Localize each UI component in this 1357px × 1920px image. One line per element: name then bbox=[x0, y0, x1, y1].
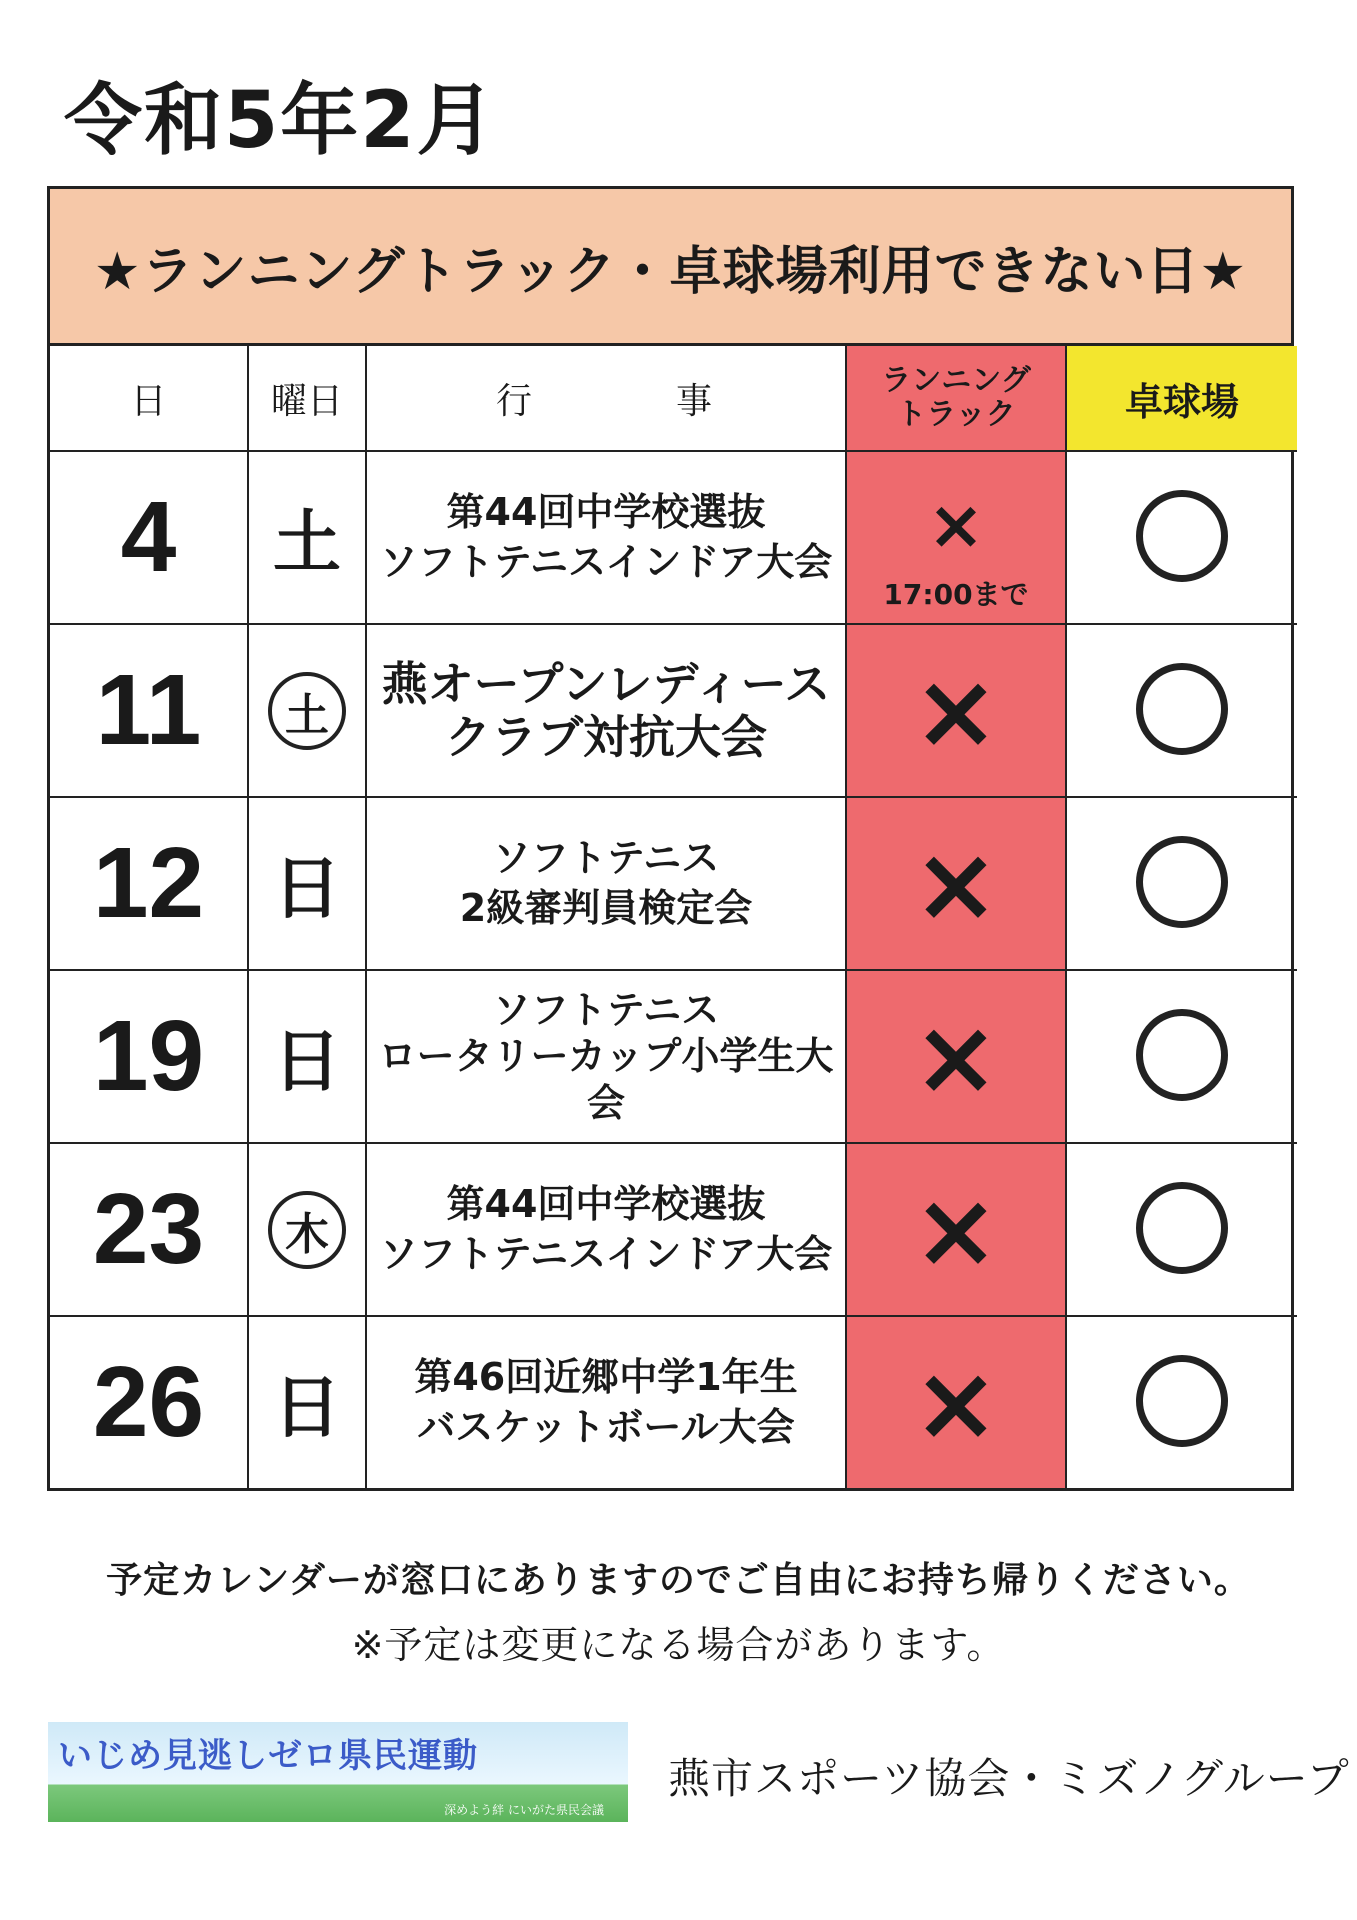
holiday-weekday: 木 bbox=[268, 1191, 346, 1269]
row-table-tennis-status bbox=[1066, 1143, 1297, 1316]
event-line: ソフトテニスインドア大会 bbox=[379, 1231, 833, 1276]
holiday-weekday: 土 bbox=[268, 672, 346, 750]
available-circle-icon bbox=[1136, 836, 1228, 928]
unavailable-mark: × bbox=[912, 649, 1000, 772]
event-line: 2級審判員検定会 bbox=[459, 885, 753, 930]
unavailable-mark: × bbox=[912, 822, 1000, 945]
track-note: 17:00まで bbox=[883, 578, 1029, 611]
row-event bbox=[366, 624, 846, 797]
row-track-status bbox=[846, 1143, 1066, 1316]
header-event-b: 事 bbox=[676, 380, 717, 422]
unavailable-mark: × bbox=[912, 995, 1000, 1118]
row-track-status bbox=[846, 970, 1066, 1143]
row-weekday: 土 bbox=[248, 451, 366, 624]
table-row bbox=[50, 451, 1297, 624]
change-notice: ※予定は変更になる場合があります。 bbox=[351, 1623, 1006, 1667]
table-row bbox=[50, 1316, 1297, 1488]
event-line: 会 bbox=[586, 1080, 625, 1125]
event-line: クラブ対抗大会 bbox=[445, 709, 767, 764]
row-day: 26 bbox=[50, 1316, 248, 1488]
event-line: 第46回近郷中学1年生 bbox=[414, 1355, 798, 1400]
table-row bbox=[50, 970, 1297, 1143]
header-track-line2: トラック bbox=[896, 397, 1016, 432]
header-running-track bbox=[846, 346, 1066, 451]
event-line: バスケットボール大会 bbox=[417, 1404, 795, 1449]
row-table-tennis-status bbox=[1066, 797, 1297, 970]
logo-subtext: 深めよう絆 にいがた県民会議 bbox=[444, 1803, 604, 1817]
row-event bbox=[366, 970, 846, 1143]
row-event bbox=[366, 1143, 846, 1316]
row-day: 12 bbox=[50, 797, 248, 970]
table-header-row bbox=[50, 346, 1297, 451]
row-weekday: 日 bbox=[248, 797, 366, 970]
row-table-tennis-status bbox=[1066, 970, 1297, 1143]
row-day: 4 bbox=[50, 451, 248, 624]
table-row bbox=[50, 1143, 1297, 1316]
row-event bbox=[366, 1316, 846, 1488]
header-weekday: 曜日 bbox=[248, 346, 366, 451]
event-line: ロータリーカップ小学生大 bbox=[378, 1034, 834, 1079]
table-row bbox=[50, 797, 1297, 970]
row-day: 19 bbox=[50, 970, 248, 1143]
available-circle-icon bbox=[1136, 490, 1228, 582]
logo-text: いじめ見逃しゼロ県民運動 bbox=[58, 1736, 478, 1776]
page-title: 令和5年2月 bbox=[64, 76, 497, 166]
row-day: 11 bbox=[50, 624, 248, 797]
row-weekday: 日 bbox=[248, 1316, 366, 1488]
row-weekday bbox=[248, 624, 366, 797]
row-track-status bbox=[846, 624, 1066, 797]
row-event bbox=[366, 797, 846, 970]
event-line: 燕オープンレディース bbox=[381, 656, 831, 711]
available-circle-icon bbox=[1136, 663, 1228, 755]
event-line: ソフトテニス bbox=[492, 836, 720, 881]
row-track-status bbox=[846, 797, 1066, 970]
closure-table bbox=[50, 346, 1297, 1488]
row-weekday bbox=[248, 1143, 366, 1316]
event-line: ソフトテニスインドア大会 bbox=[379, 539, 833, 584]
header-track-line1: ランニング bbox=[881, 362, 1031, 398]
organization-name: 燕市スポーツ協会・ミズノグループ bbox=[668, 1754, 1350, 1803]
available-circle-icon bbox=[1136, 1355, 1228, 1447]
row-track-status bbox=[846, 1316, 1066, 1488]
campaign-logo bbox=[48, 1722, 628, 1822]
available-circle-icon bbox=[1136, 1182, 1228, 1274]
row-track-status bbox=[846, 451, 1066, 624]
table-row bbox=[50, 624, 1297, 797]
event-line: 第44回中学校選抜 bbox=[446, 490, 766, 535]
unavailable-mark: × bbox=[912, 1168, 1000, 1291]
row-day: 23 bbox=[50, 1143, 248, 1316]
event-line: ソフトテニス bbox=[492, 987, 720, 1032]
banner-title: ★ランニングトラック・卓球場利用できない日★ bbox=[50, 189, 1291, 346]
header-event-a: 行 bbox=[495, 380, 536, 422]
unavailable-mark: × bbox=[912, 1341, 1000, 1464]
unavailable-mark: × bbox=[927, 485, 985, 565]
calendar-notice: 予定カレンダーが窓口にありますのでご自由にお持ち帰りください。 bbox=[106, 1560, 1251, 1601]
row-event bbox=[366, 451, 846, 624]
available-circle-icon bbox=[1136, 1009, 1228, 1101]
row-table-tennis-status bbox=[1066, 451, 1297, 624]
header-day: 日 bbox=[50, 346, 248, 451]
header-table-tennis: 卓球場 bbox=[1066, 346, 1297, 451]
row-table-tennis-status bbox=[1066, 1316, 1297, 1488]
schedule-sheet bbox=[47, 186, 1294, 1491]
row-table-tennis-status bbox=[1066, 624, 1297, 797]
row-weekday: 日 bbox=[248, 970, 366, 1143]
header-event bbox=[366, 346, 846, 451]
event-line: 第44回中学校選抜 bbox=[446, 1182, 766, 1227]
